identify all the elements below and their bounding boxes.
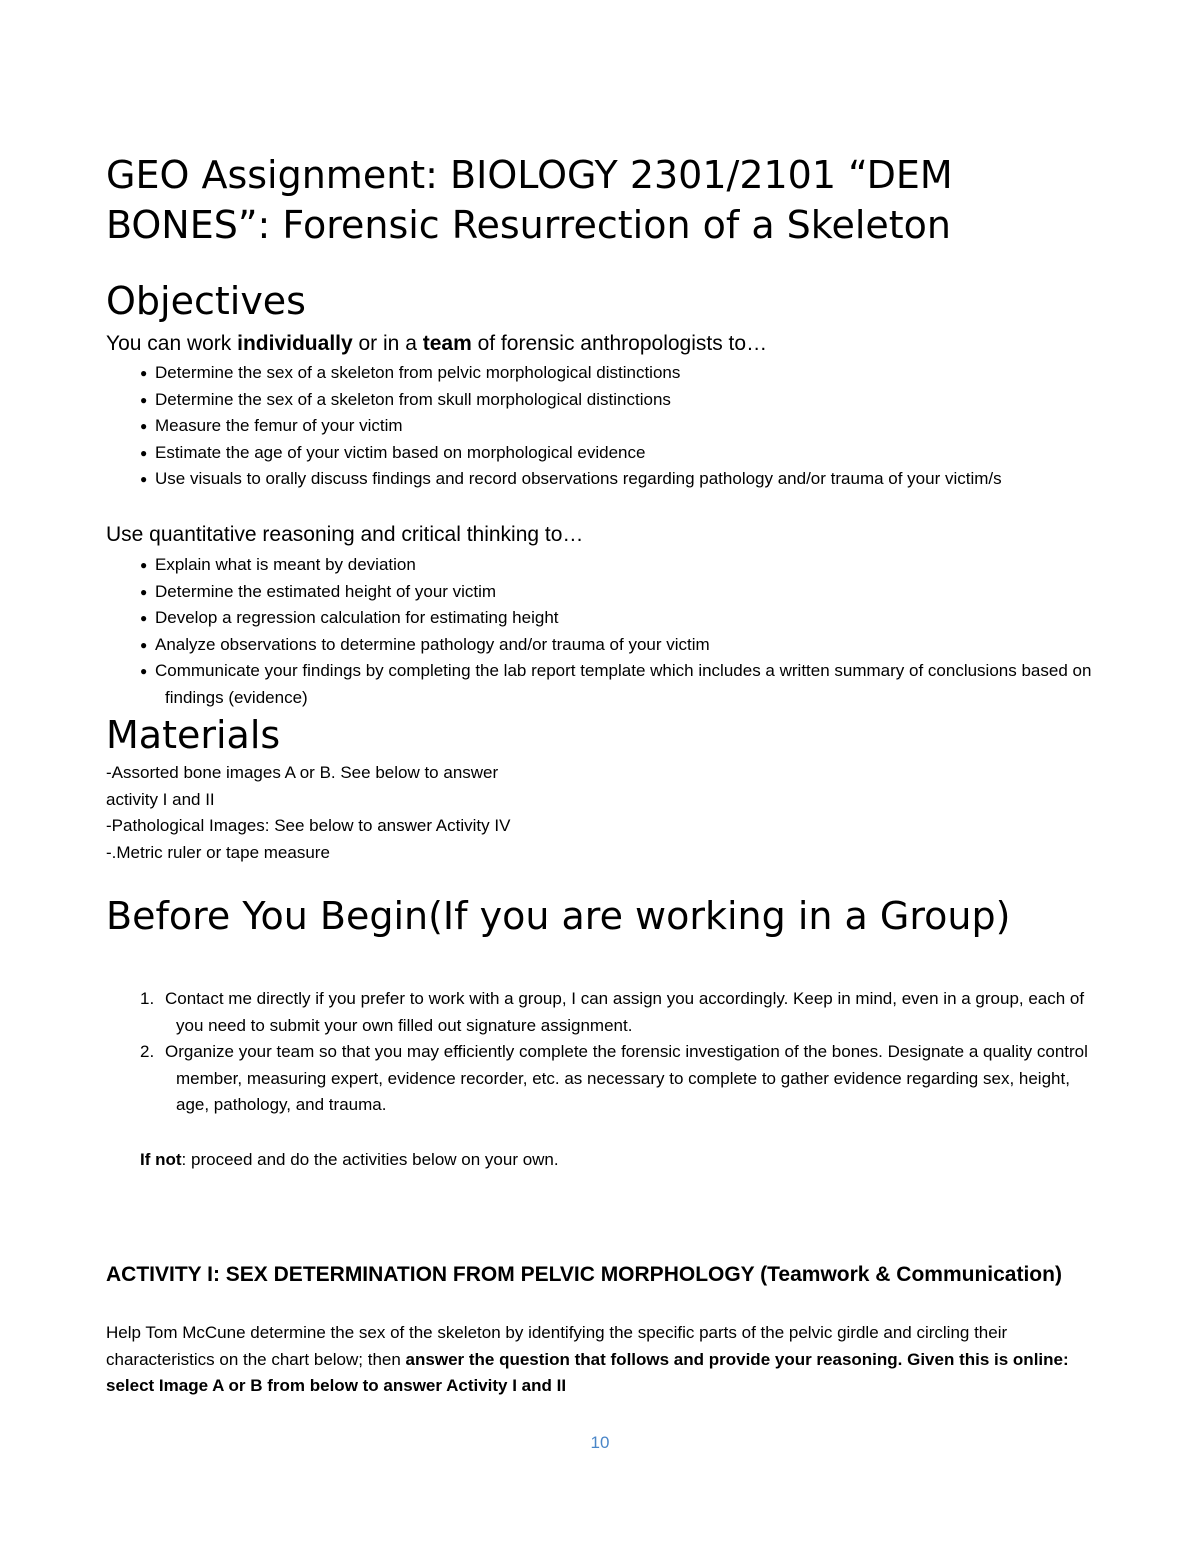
- step-number: 1.: [140, 989, 155, 1008]
- document-title: GEO Assignment: BIOLOGY 2301/2101 “DEM BONES”: Forensic Resurrection of a Skeleton: [106, 153, 953, 247]
- if-not-bold: If not: [140, 1150, 182, 1169]
- step-number: 2.: [140, 1042, 155, 1061]
- step-text: Organize your team so that you may efficiently complete the forensic investigation of the bones. Designate a quality control member, measuring expert, evidence recorder, etc. as necessary to complete to gather evidence regarding sex, height, age, pathology, and trauma.: [165, 1042, 1088, 1114]
- step-text: Contact me directly if you prefer to work with a group, I can assign you accordingly. Keep in mind, even in a group, each of you need to submit your own filled out signature assignment.: [165, 989, 1085, 1035]
- list-item: ● Analyze observations to determine pathology and/or trauma of your victim: [106, 632, 1096, 659]
- objectives-list-2: [106, 552, 1096, 711]
- intro-part2: or in a: [352, 332, 423, 355]
- list-item: ● Measure the femur of your victim: [106, 413, 1096, 440]
- materials-heading: Materials: [106, 713, 281, 757]
- if-not-rest: : proceed and do the activities below on your own.: [181, 1150, 559, 1169]
- before-steps-list: [106, 986, 1096, 1119]
- objectives-heading: Objectives: [106, 279, 306, 323]
- page-number: 10: [590, 1433, 610, 1452]
- materials-line: -Assorted bone images A or B. See below to answer: [106, 763, 499, 782]
- intro-part3: of forensic anthropologists to…: [471, 332, 768, 355]
- intro-bold-team: team: [422, 332, 472, 355]
- list-item: ● Develop a regression calculation for estimating height: [106, 605, 1096, 632]
- activity-1-text-bold: answer the question that follows and provide your reasoning. Given this is online: select Image A or B from below to answer Activity I and II: [106, 1349, 1069, 1395]
- activity-1-instructions: [106, 1320, 1096, 1400]
- list-item: ● Use visuals to orally discuss findings and record observations regarding pathology and/or trauma of your victim/s: [106, 466, 1096, 493]
- step-item: [106, 1039, 1096, 1119]
- step-item: [106, 986, 1096, 1039]
- objectives-list-1: [106, 360, 1096, 493]
- objectives-intro-2: Use quantitative reasoning and critical thinking to…: [106, 523, 584, 546]
- materials-list: [106, 760, 806, 866]
- list-item: ● Estimate the age of your victim based on morphological evidence: [106, 440, 1096, 467]
- activity-1-title: ACTIVITY I: SEX DETERMINATION FROM PELVIC MORPHOLOGY (Teamwork & Communication): [106, 1263, 1062, 1286]
- before-you-begin-heading: Before You Begin(If you are working in a Group): [106, 894, 1011, 938]
- activity-1-text-normal: Help Tom McCune determine the sex of the skeleton by identifying the specific parts of the pelvic girdle and circling their characteristics on the chart below; then: [106, 1323, 1008, 1369]
- list-item: ● Explain what is meant by deviation: [106, 552, 1096, 579]
- intro-part1: You can work: [106, 332, 238, 355]
- materials-line: activity I and II: [106, 789, 215, 809]
- list-item: ● Determine the sex of a skeleton from pelvic morphological distinctions: [106, 360, 1096, 387]
- intro-bold-individually: individually: [237, 332, 353, 355]
- if-not-note: [140, 1147, 559, 1174]
- list-item: ● Determine the estimated height of your victim: [106, 579, 1096, 606]
- objectives-intro: [106, 330, 767, 358]
- materials-line: -.Metric ruler or tape measure: [106, 842, 330, 862]
- list-item: ● Communicate your findings by completing the lab report template which includes a written summary of conclusions based on findings (evidence): [106, 658, 1096, 711]
- materials-line: -Pathological Images: See below to answer Activity IV: [106, 816, 511, 835]
- list-item: ● Determine the sex of a skeleton from skull morphological distinctions: [106, 387, 1096, 414]
